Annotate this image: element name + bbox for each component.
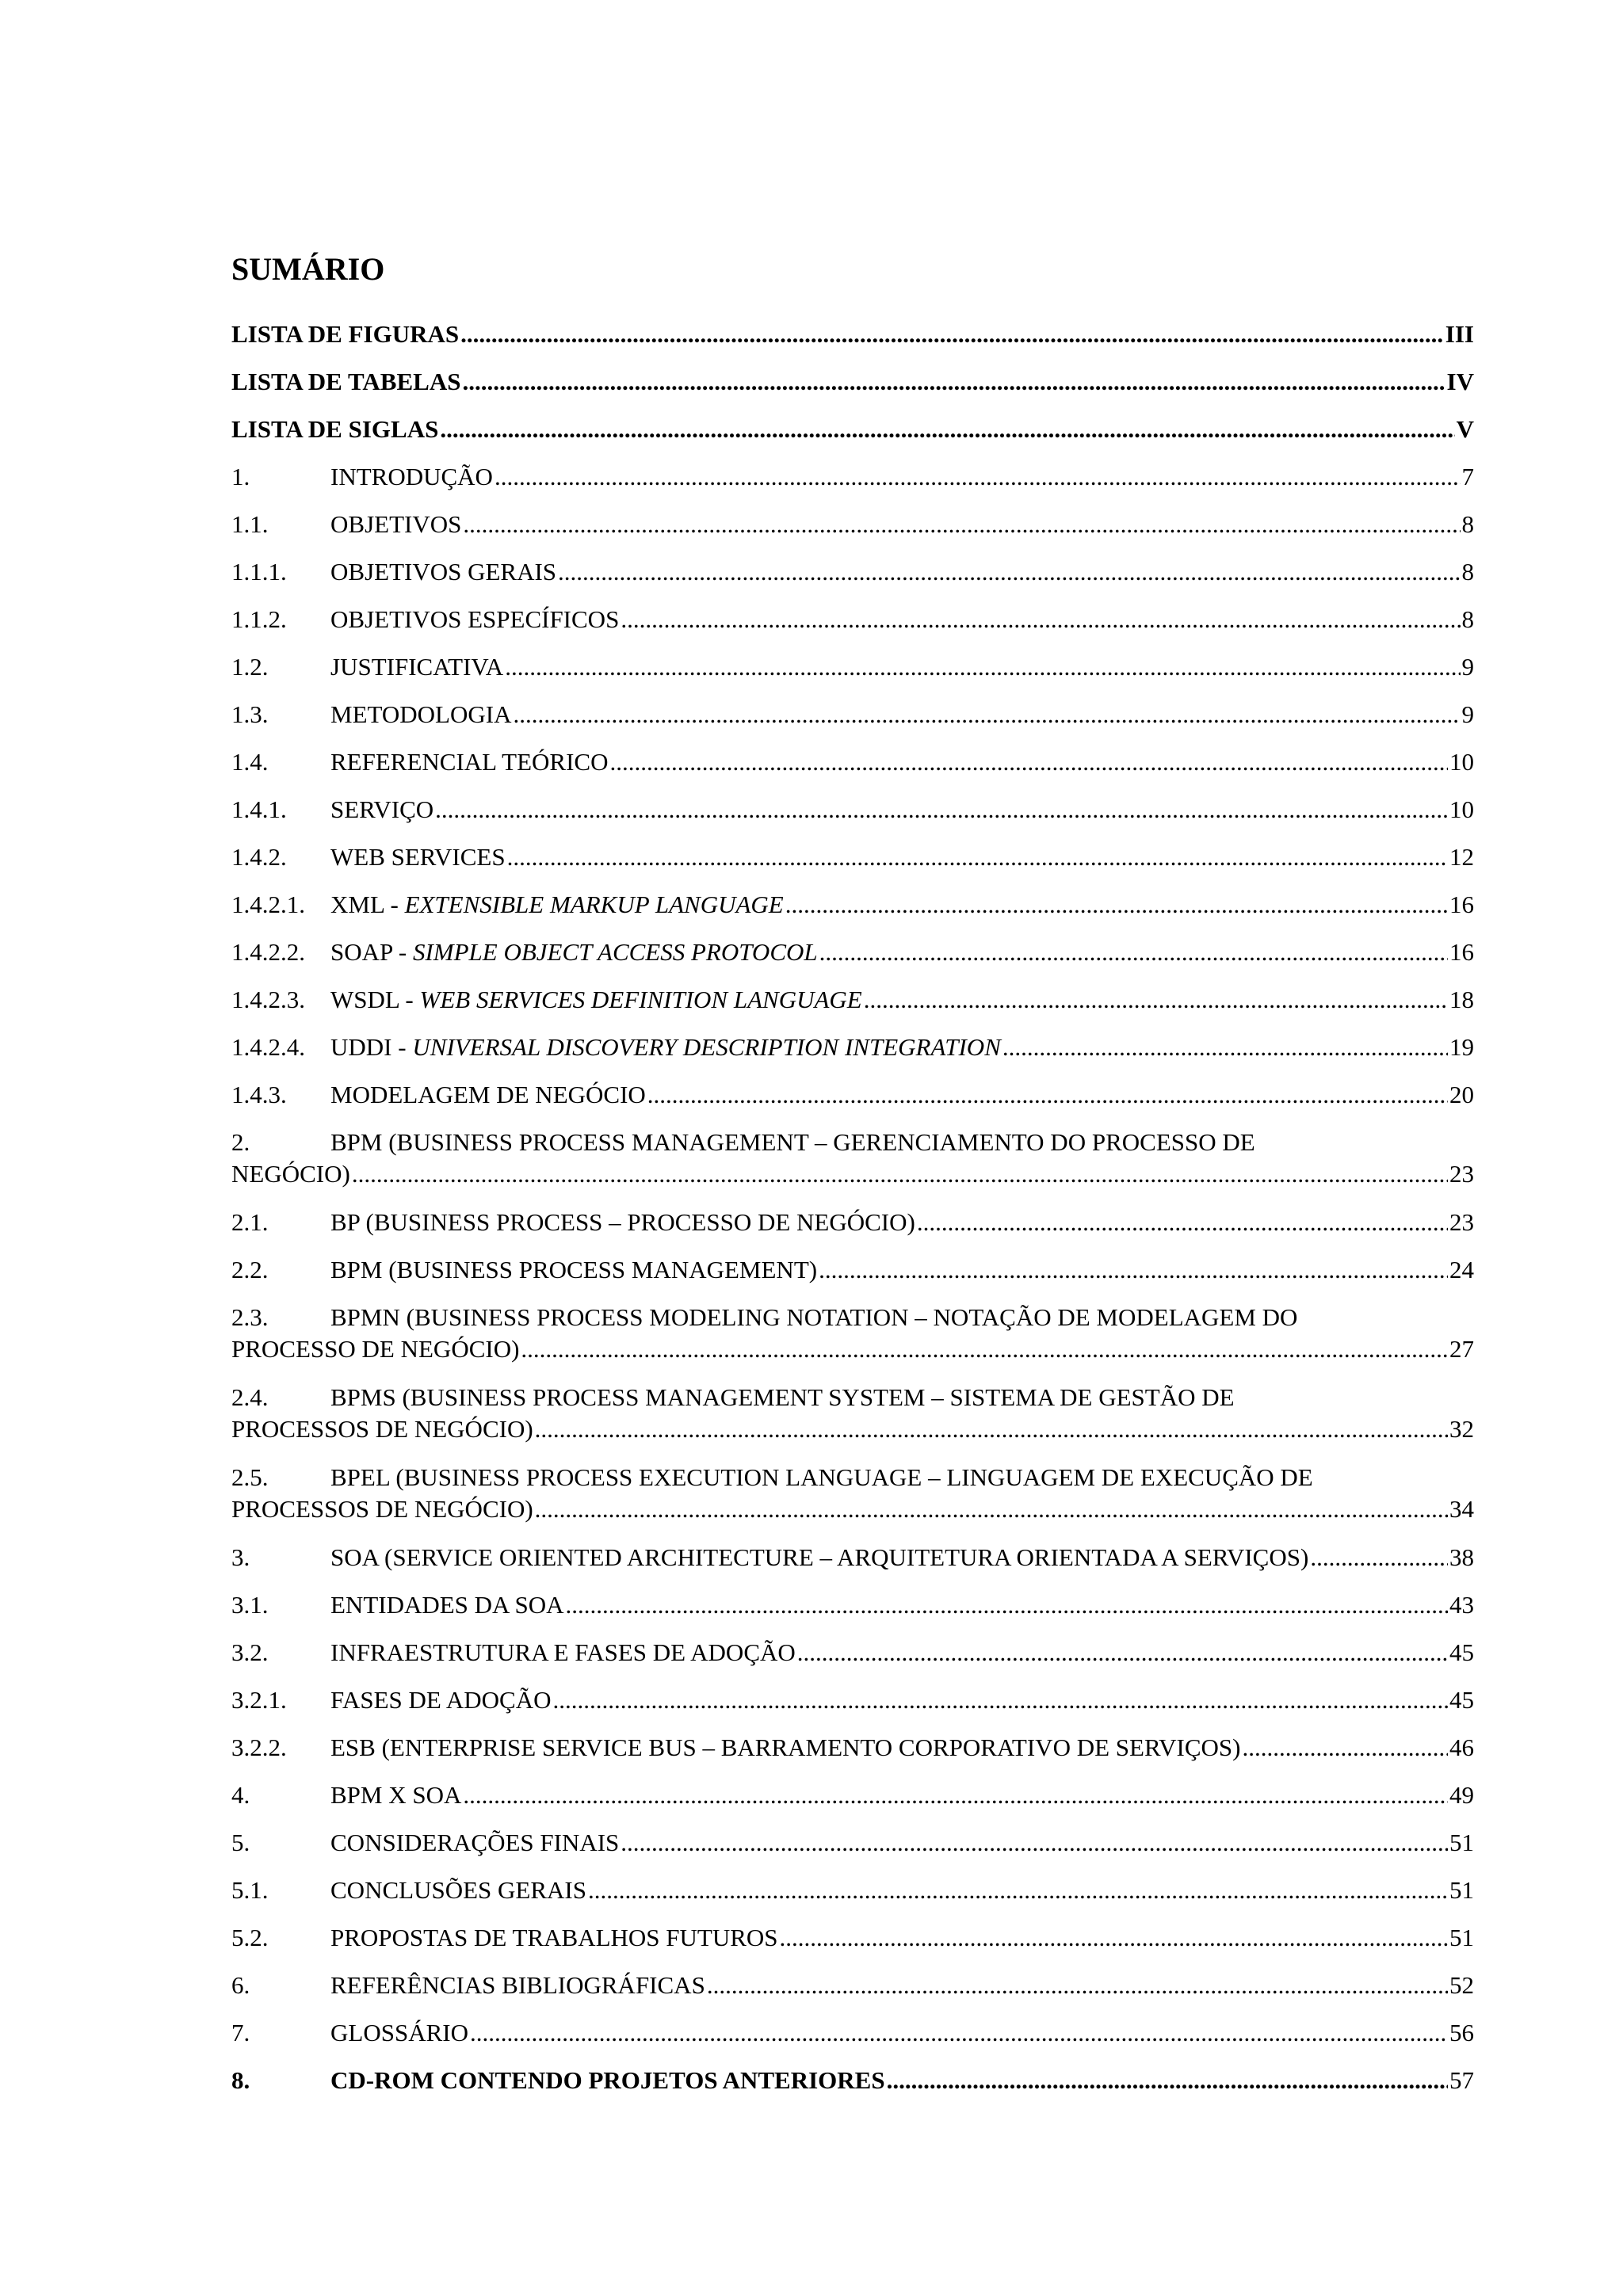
toc-entry[interactable] xyxy=(231,841,1474,873)
toc-entry-label: SOAP - SIMPLE OBJECT ACCESS PROTOCOL xyxy=(330,938,818,966)
toc-entry-number: 3. xyxy=(231,1543,250,1571)
toc-entry-page: 32 xyxy=(1449,1415,1474,1443)
toc-entry-number: 3.1. xyxy=(231,1591,269,1619)
toc-entry-page: 27 xyxy=(1449,1335,1474,1363)
toc-entry-page: 51 xyxy=(1449,1829,1474,1856)
toc-entry-label: OBJETIVOS xyxy=(330,510,462,538)
toc-entry-page: 12 xyxy=(1449,843,1474,871)
toc-entry[interactable] xyxy=(231,604,1474,635)
toc-entry-page: 23 xyxy=(1449,1208,1474,1236)
toc-entry[interactable] xyxy=(231,461,1474,493)
dot-leader xyxy=(609,746,1448,778)
toc-entry-number: 3.2. xyxy=(231,1638,269,1666)
toc-entry-label: ENTIDADES DA SOA xyxy=(330,1591,564,1619)
toc-entry-label: CONCLUSÕES GERAIS xyxy=(330,1876,586,1904)
toc-entry-label: OBJETIVOS GERAIS xyxy=(330,558,557,585)
dot-leader xyxy=(819,936,1448,968)
toc-entry-number: 6. xyxy=(231,1971,250,1999)
toc-entry-label: BPM (BUSINESS PROCESS MANAGEMENT) xyxy=(330,1256,818,1283)
dot-leader xyxy=(864,984,1448,1016)
toc-entry-number: 1.4.2. xyxy=(231,843,287,871)
toc-entry-label: BPM X SOA xyxy=(330,1781,462,1809)
toc-entry-number: 1.4.2.3. xyxy=(231,986,305,1013)
dot-leader xyxy=(588,1875,1448,1906)
toc-entry-page: 8 xyxy=(1461,605,1474,633)
toc-entry-page: 51 xyxy=(1449,1876,1474,1904)
dot-leader xyxy=(435,794,1448,826)
toc-entry-number: 3.2.1. xyxy=(231,1686,287,1714)
toc-entry-label: BPMS (BUSINESS PROCESS MANAGEMENT SYSTEM – SISTEMA DE GESTÃO DE xyxy=(330,1383,1235,1411)
toc-entry[interactable] xyxy=(231,1127,1474,1190)
toc-entry-label: LISTA DE SIGLAS xyxy=(231,415,439,443)
toc-entry-page: 52 xyxy=(1449,1971,1474,1999)
dot-leader xyxy=(470,2017,1448,2049)
toc-entry-number: 7. xyxy=(231,2019,250,2046)
dot-leader xyxy=(647,1079,1448,1111)
toc-entry-page: 23 xyxy=(1449,1160,1474,1188)
toc-entry-page: 18 xyxy=(1449,986,1474,1013)
toc-entry-label: METODOLOGIA xyxy=(330,700,512,728)
toc-entry[interactable] xyxy=(231,1542,1474,1573)
toc-entry-label-italic: WEB SERVICES DEFINITION LANGUAGE xyxy=(419,986,862,1013)
toc-entry[interactable] xyxy=(231,1302,1474,1365)
toc-entry-number: 1.1.2. xyxy=(231,605,287,633)
toc-entry[interactable] xyxy=(231,1079,1474,1111)
dot-leader xyxy=(819,1254,1448,1286)
toc-entry-page: 45 xyxy=(1449,1638,1474,1666)
dot-leader xyxy=(621,604,1460,635)
toc-entry-label: REFERENCIAL TEÓRICO xyxy=(330,748,609,776)
dot-leader xyxy=(352,1158,1448,1190)
dot-leader xyxy=(1002,1032,1448,1063)
toc-entry-label: BPM (BUSINESS PROCESS MANAGEMENT – GERENCIAMENTO DO PROCESSO DE xyxy=(330,1128,1255,1156)
dot-leader xyxy=(440,414,1454,445)
toc-entry[interactable] xyxy=(231,651,1474,683)
table-of-contents xyxy=(231,318,1474,2096)
toc-entry-label: INFRAESTRUTURA E FASES DE ADOÇÃO xyxy=(330,1638,796,1666)
toc-entry-label: CD-ROM CONTENDO PROJETOS ANTERIORES xyxy=(330,2066,885,2094)
toc-entry-label: CONSIDERAÇÕES FINAIS xyxy=(330,1829,620,1856)
toc-entry[interactable] xyxy=(231,366,1474,398)
toc-entry[interactable] xyxy=(231,1032,1474,1063)
dot-leader xyxy=(558,556,1460,588)
toc-entry-label: LISTA DE FIGURAS xyxy=(231,320,460,348)
toc-entry-label: ESB (ENTERPRISE SERVICE BUS – BARRAMENTO CORPORATIVO DE SERVIÇOS) xyxy=(330,1733,1241,1761)
dot-leader xyxy=(460,318,1444,350)
toc-entry[interactable] xyxy=(231,414,1474,445)
toc-entry[interactable] xyxy=(231,1875,1474,1906)
dot-leader xyxy=(780,1922,1448,1954)
toc-entry-label: PROPOSTAS DE TRABALHOS FUTUROS xyxy=(330,1924,778,1951)
toc-entry-label: WEB SERVICES xyxy=(330,843,506,871)
toc-entry-label: INTRODUÇÃO xyxy=(330,463,493,490)
toc-entry[interactable] xyxy=(231,1637,1474,1669)
toc-entry-page: V xyxy=(1456,415,1474,443)
dot-leader xyxy=(1242,1732,1448,1764)
toc-entry[interactable] xyxy=(231,1207,1474,1238)
toc-entry-page: 20 xyxy=(1449,1081,1474,1108)
toc-entry-number: 5.1. xyxy=(231,1876,269,1904)
dot-leader xyxy=(566,1589,1449,1621)
toc-entry[interactable] xyxy=(231,1462,1474,1525)
toc-entry[interactable] xyxy=(231,1970,1474,2001)
toc-entry-label: FASES DE ADOÇÃO xyxy=(330,1686,552,1714)
toc-entry-page: 34 xyxy=(1449,1495,1474,1523)
toc-entry[interactable] xyxy=(231,1684,1474,1716)
toc-title: SUMÁRIO xyxy=(231,251,385,287)
dot-leader xyxy=(513,699,1460,730)
toc-entry-label: XML - EXTENSIBLE MARKUP LANGUAGE xyxy=(330,891,784,918)
toc-entry-page: 19 xyxy=(1449,1033,1474,1061)
toc-entry[interactable] xyxy=(231,556,1474,588)
toc-entry-number: 1.4. xyxy=(231,748,269,776)
toc-entry-number: 1.4.1. xyxy=(231,795,287,823)
toc-entry[interactable] xyxy=(231,1589,1474,1621)
toc-entry-page: 49 xyxy=(1449,1781,1474,1809)
toc-entry[interactable] xyxy=(231,1254,1474,1286)
toc-entry-number: 2.1. xyxy=(231,1208,269,1236)
toc-entry-page: 45 xyxy=(1449,1686,1474,1714)
dot-leader xyxy=(507,841,1448,873)
toc-entry-label-continued: PROCESSOS DE NEGÓCIO) xyxy=(231,1495,533,1523)
toc-entry-label-continued: PROCESSO DE NEGÓCIO) xyxy=(231,1335,520,1363)
toc-entry[interactable] xyxy=(231,1827,1474,1859)
toc-entry[interactable] xyxy=(231,2017,1474,2049)
toc-entry-number: 1.2. xyxy=(231,653,269,681)
toc-entry-label: MODELAGEM DE NEGÓCIO xyxy=(330,1081,646,1108)
toc-entry-number: 2.5. xyxy=(231,1463,269,1491)
dot-leader xyxy=(463,1779,1448,1811)
toc-entry-page: 57 xyxy=(1449,2066,1474,2094)
toc-entry-number: 1.1.1. xyxy=(231,558,287,585)
toc-entry[interactable] xyxy=(231,318,1474,350)
toc-entry-page: 16 xyxy=(1449,938,1474,966)
dot-leader xyxy=(535,1493,1448,1525)
toc-entry-number: 1.1. xyxy=(231,510,269,538)
toc-entry-number: 5. xyxy=(231,1829,250,1856)
toc-entry[interactable] xyxy=(231,699,1474,730)
toc-entry-page: 56 xyxy=(1449,2019,1474,2046)
toc-entry-label: JUSTIFICATIVA xyxy=(330,653,504,681)
dot-leader xyxy=(462,366,1445,398)
toc-entry-number: 8. xyxy=(231,2066,250,2094)
toc-entry-number: 1.4.2.1. xyxy=(231,891,305,918)
dot-leader xyxy=(552,1684,1448,1716)
dot-leader xyxy=(535,1413,1448,1445)
toc-entry-page: 10 xyxy=(1449,795,1474,823)
toc-entry-number: 2.2. xyxy=(231,1256,269,1283)
toc-entry-number: 1.4.2.4. xyxy=(231,1033,305,1061)
dot-leader xyxy=(463,509,1460,540)
toc-entry-label: WSDL - WEB SERVICES DEFINITION LANGUAGE xyxy=(330,986,862,1013)
toc-entry-number: 5.2. xyxy=(231,1924,269,1951)
toc-entry-page: 8 xyxy=(1461,558,1474,585)
toc-entry[interactable] xyxy=(231,794,1474,826)
toc-entry-page: 9 xyxy=(1461,653,1474,681)
toc-entry[interactable] xyxy=(231,1922,1474,1954)
toc-entry-label-continued: NEGÓCIO) xyxy=(231,1160,350,1188)
toc-entry[interactable] xyxy=(231,1779,1474,1811)
toc-entry-label-continued: PROCESSOS DE NEGÓCIO) xyxy=(231,1415,533,1443)
toc-entry-label-italic: UNIVERSAL DISCOVERY DESCRIPTION INTEGRATION xyxy=(412,1033,1001,1061)
toc-entry-label: BPEL (BUSINESS PROCESS EXECUTION LANGUAGE – LINGUAGEM DE EXECUÇÃO DE xyxy=(330,1463,1313,1491)
dot-leader xyxy=(621,1827,1448,1859)
toc-entry-label-italic: EXTENSIBLE MARKUP LANGUAGE xyxy=(404,891,784,918)
toc-entry-number: 2.4. xyxy=(231,1383,269,1411)
toc-entry-page: 16 xyxy=(1449,891,1474,918)
toc-entry-label-italic: SIMPLE OBJECT ACCESS PROTOCOL xyxy=(412,938,818,966)
toc-entry[interactable] xyxy=(231,984,1474,1016)
toc-entry[interactable] xyxy=(231,746,1474,778)
toc-entry-page: 51 xyxy=(1449,1924,1474,1951)
toc-entry-number: 1.3. xyxy=(231,700,269,728)
toc-entry[interactable] xyxy=(231,936,1474,968)
dot-leader xyxy=(707,1970,1448,2001)
toc-entry-label: SOA (SERVICE ORIENTED ARCHITECTURE – ARQUITETURA ORIENTADA A SERVIÇOS) xyxy=(330,1543,1309,1571)
toc-entry-number: 3.2.2. xyxy=(231,1733,287,1761)
toc-entry-number: 1.4.2.2. xyxy=(231,938,305,966)
toc-entry-label: OBJETIVOS ESPECÍFICOS xyxy=(330,605,620,633)
toc-entry[interactable] xyxy=(231,1732,1474,1764)
dot-leader xyxy=(887,2065,1448,2096)
dot-leader xyxy=(797,1637,1448,1669)
toc-entry-label: LISTA DE TABELAS xyxy=(231,368,461,395)
toc-entry-number: 2. xyxy=(231,1128,250,1156)
toc-entry-page: 46 xyxy=(1449,1733,1474,1761)
toc-entry-page: 9 xyxy=(1461,700,1474,728)
toc-entry-number: 4. xyxy=(231,1781,250,1809)
toc-entry-page: 24 xyxy=(1449,1256,1474,1283)
toc-entry[interactable] xyxy=(231,1382,1474,1445)
toc-entry-page: IV xyxy=(1446,368,1474,395)
toc-entry[interactable] xyxy=(231,509,1474,540)
toc-entry-number: 1.4.3. xyxy=(231,1081,287,1108)
dot-leader xyxy=(1310,1542,1448,1573)
toc-entry[interactable] xyxy=(231,2065,1474,2096)
dot-leader xyxy=(917,1207,1448,1238)
dot-leader xyxy=(505,651,1460,683)
toc-entry-label: SERVIÇO xyxy=(330,795,434,823)
toc-entry-page: 43 xyxy=(1449,1591,1474,1619)
toc-entry-label: BPMN (BUSINESS PROCESS MODELING NOTATION – NOTAÇÃO DE MODELAGEM DO xyxy=(330,1303,1298,1331)
toc-entry-page: III xyxy=(1445,320,1474,348)
dot-leader xyxy=(521,1333,1448,1365)
toc-entry-label: REFERÊNCIAS BIBLIOGRÁFICAS xyxy=(330,1971,705,1999)
dot-leader xyxy=(785,889,1448,921)
toc-entry-page: 10 xyxy=(1449,748,1474,776)
toc-entry-page: 7 xyxy=(1461,463,1474,490)
toc-entry-label: UDDI - UNIVERSAL DISCOVERY DESCRIPTION INTEGRATION xyxy=(330,1033,1001,1061)
toc-entry-number: 1. xyxy=(231,463,250,490)
toc-entry-label: GLOSSÁRIO xyxy=(330,2019,468,2046)
document-page xyxy=(231,247,1474,2112)
toc-entry[interactable] xyxy=(231,889,1474,921)
dot-leader xyxy=(495,461,1461,493)
toc-entry-number: 2.3. xyxy=(231,1303,269,1331)
toc-entry-page: 8 xyxy=(1461,510,1474,538)
toc-entry-label: BP (BUSINESS PROCESS – PROCESSO DE NEGÓCIO) xyxy=(330,1208,915,1236)
toc-entry-page: 38 xyxy=(1449,1543,1474,1571)
